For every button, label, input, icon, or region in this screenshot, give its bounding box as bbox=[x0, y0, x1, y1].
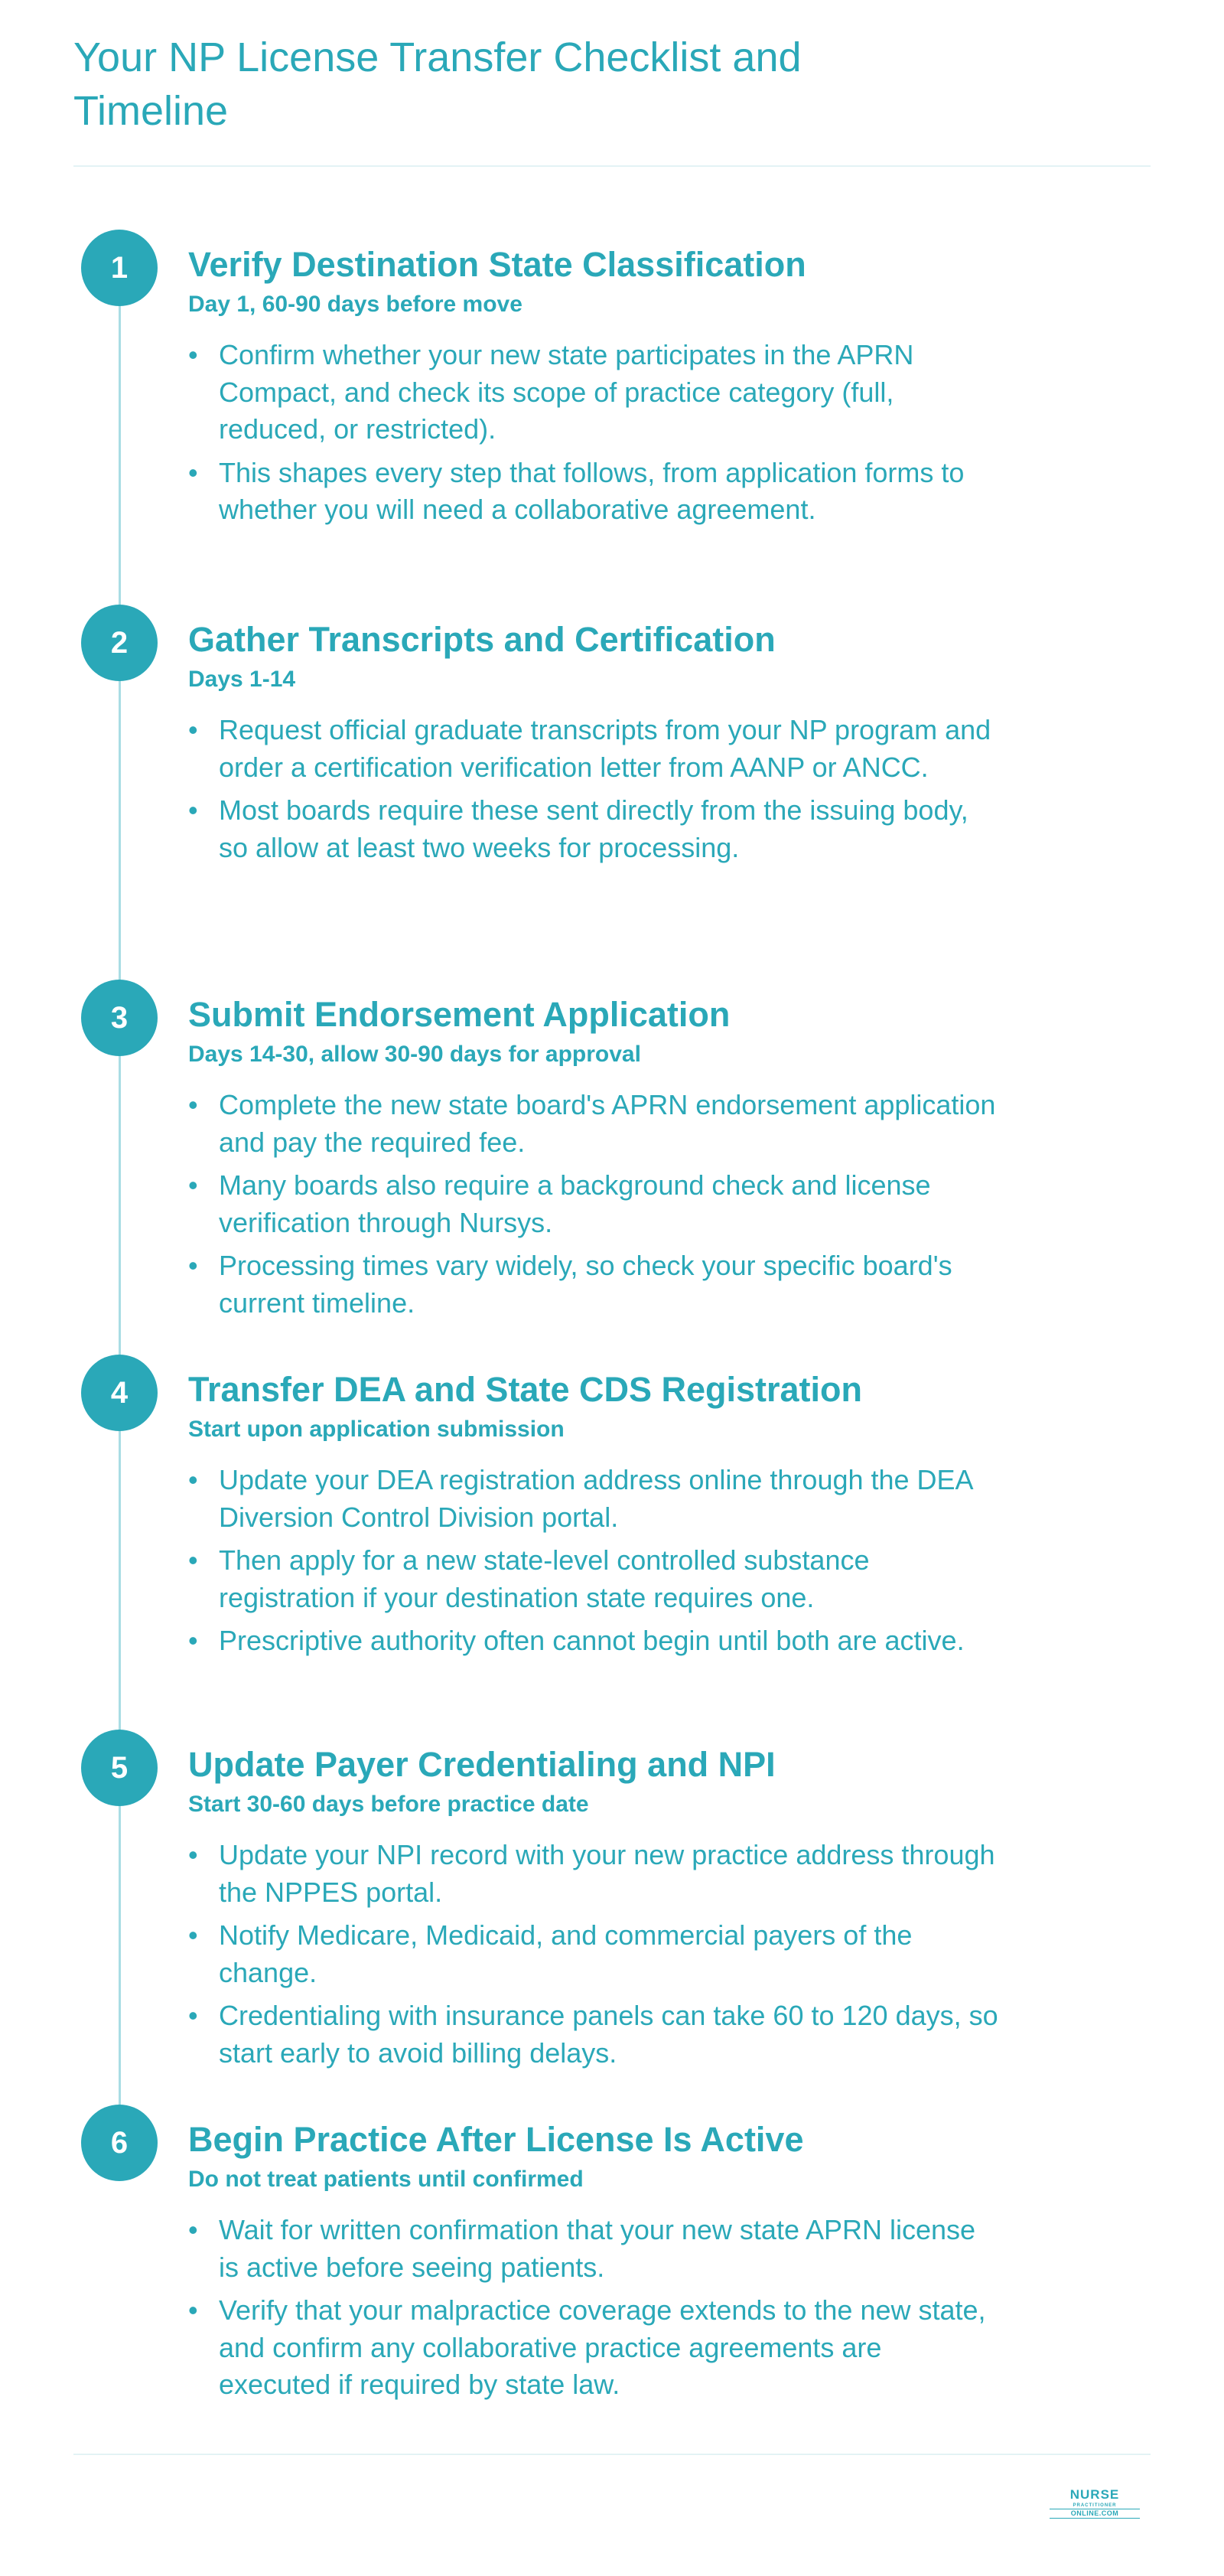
step-bullet-text: Processing times vary widely, so check your specific board's current timeline. bbox=[219, 1250, 952, 1319]
step-bullet-item bbox=[188, 337, 999, 448]
step-bullet-item bbox=[188, 2212, 999, 2286]
step-bullet-text: Request official graduate transcripts from your NP program and order a certification verification letter from AANP or ANCC. bbox=[219, 714, 991, 783]
step-timing: Start 30-60 days before practice date bbox=[188, 1792, 589, 1817]
step-bullet-item bbox=[188, 2292, 999, 2404]
bullet-dot-icon: • bbox=[188, 1169, 198, 1201]
step-bullet-list bbox=[188, 1837, 999, 2078]
step-bullet-list bbox=[188, 1462, 999, 1666]
bullet-dot-icon: • bbox=[188, 2294, 198, 2326]
bullet-dot-icon: • bbox=[188, 2214, 198, 2245]
timeline-connector bbox=[119, 264, 121, 2131]
step-bullet-text: Prescriptive authority often cannot begin until both are active. bbox=[219, 1625, 965, 1656]
step-bullet-text: Confirm whether your new state participates in the APRN Compact, and check its scope of practice category (full, reduced, or restricted). bbox=[219, 339, 914, 445]
footer-divider bbox=[73, 2454, 1151, 2455]
step-bullet-item bbox=[188, 1997, 999, 2072]
bullet-dot-icon: • bbox=[188, 1919, 198, 1951]
bullet-dot-icon: • bbox=[188, 1089, 198, 1120]
step-bullet-text: Many boards also require a background check and license verification through Nursys. bbox=[219, 1169, 931, 1238]
step-number-badge: 1 bbox=[81, 230, 158, 306]
step-bullet-text: Then apply for a new state-level controlled substance registration if your destination state requires one. bbox=[219, 1544, 870, 1613]
step-title: Begin Practice After License Is Active bbox=[188, 2120, 804, 2159]
step-bullet-text: Credentialing with insurance panels can take 60 to 120 days, so start early to avoid billing delays. bbox=[219, 2000, 998, 2069]
step-timing: Days 1-14 bbox=[188, 667, 296, 692]
step-timing: Day 1, 60-90 days before move bbox=[188, 292, 522, 317]
step-bullet-item bbox=[188, 1247, 999, 1322]
logo-line-2: PRACTITIONER bbox=[1073, 2503, 1117, 2508]
step-bullet-item bbox=[188, 1622, 999, 1660]
step-bullet-item bbox=[188, 455, 999, 529]
step-number-badge: 3 bbox=[81, 980, 158, 1056]
bullet-dot-icon: • bbox=[188, 1625, 198, 1656]
step-bullet-item bbox=[188, 792, 999, 866]
bullet-dot-icon: • bbox=[188, 794, 198, 826]
step-bullet-item bbox=[188, 1837, 999, 1911]
step-bullet-item bbox=[188, 712, 999, 786]
step-number-badge: 6 bbox=[81, 2105, 158, 2181]
bullet-dot-icon: • bbox=[188, 2000, 198, 2031]
step-bullet-item bbox=[188, 1917, 999, 1991]
step-bullet-text: Update your NPI record with your new practice address through the NPPES portal. bbox=[219, 1839, 995, 1908]
bullet-dot-icon: • bbox=[188, 1464, 198, 1495]
site-logo bbox=[1050, 2487, 1140, 2519]
step-title: Verify Destination State Classification bbox=[188, 245, 806, 284]
logo-line-1: NURSE bbox=[1069, 2487, 1120, 2502]
step-number-badge: 5 bbox=[81, 1730, 158, 1806]
step-bullet-text: Wait for written confirmation that your new state APRN license is active before seeing patients. bbox=[219, 2214, 976, 2283]
bullet-dot-icon: • bbox=[188, 456, 198, 488]
step-timing: Start upon application submission bbox=[188, 1417, 565, 1442]
step-bullet-item bbox=[188, 1462, 999, 1536]
step-bullet-item bbox=[188, 1542, 999, 1616]
step-bullet-text: Verify that your malpractice coverage extends to the new state, and confirm any collaborative practice agreements are executed if required by state law. bbox=[219, 2294, 986, 2400]
step-bullet-list bbox=[188, 712, 999, 872]
step-title: Transfer DEA and State CDS Registration bbox=[188, 1370, 863, 1409]
bullet-dot-icon: • bbox=[188, 1250, 198, 1281]
step-title: Gather Transcripts and Certification bbox=[188, 620, 776, 659]
bullet-dot-icon: • bbox=[188, 1544, 198, 1576]
logo-line-3: ONLINE.COM bbox=[1050, 2509, 1140, 2519]
step-bullet-text: Update your DEA registration address online through the DEA Diversion Control Division portal. bbox=[219, 1464, 972, 1533]
step-bullet-list bbox=[188, 2212, 999, 2410]
step-timing: Days 14-30, allow 30-90 days for approval bbox=[188, 1042, 641, 1067]
step-bullet-list bbox=[188, 1087, 999, 1328]
header-divider bbox=[73, 165, 1151, 167]
step-title: Submit Endorsement Application bbox=[188, 995, 731, 1034]
step-number-badge: 2 bbox=[81, 605, 158, 681]
page-title: Your NP License Transfer Checklist and Timeline bbox=[73, 34, 802, 134]
step-timing: Do not treat patients until confirmed bbox=[188, 2167, 584, 2192]
bullet-dot-icon: • bbox=[188, 339, 198, 370]
bullet-dot-icon: • bbox=[188, 714, 198, 745]
step-bullet-text: This shapes every step that follows, from application forms to whether you will need a collaborative agreement. bbox=[219, 456, 965, 525]
step-bullet-text: Most boards require these sent directly from the issuing body, so allow at least two weeks for processing. bbox=[219, 794, 968, 863]
step-bullet-text: Complete the new state board's APRN endorsement application and pay the required fee. bbox=[219, 1089, 996, 1158]
step-bullet-item bbox=[188, 1087, 999, 1161]
step-number-badge: 4 bbox=[81, 1355, 158, 1431]
step-bullet-item bbox=[188, 1167, 999, 1241]
step-bullet-list bbox=[188, 337, 999, 535]
bullet-dot-icon: • bbox=[188, 1839, 198, 1870]
step-title: Update Payer Credentialing and NPI bbox=[188, 1745, 776, 1784]
step-bullet-text: Notify Medicare, Medicaid, and commercial payers of the change. bbox=[219, 1919, 913, 1988]
